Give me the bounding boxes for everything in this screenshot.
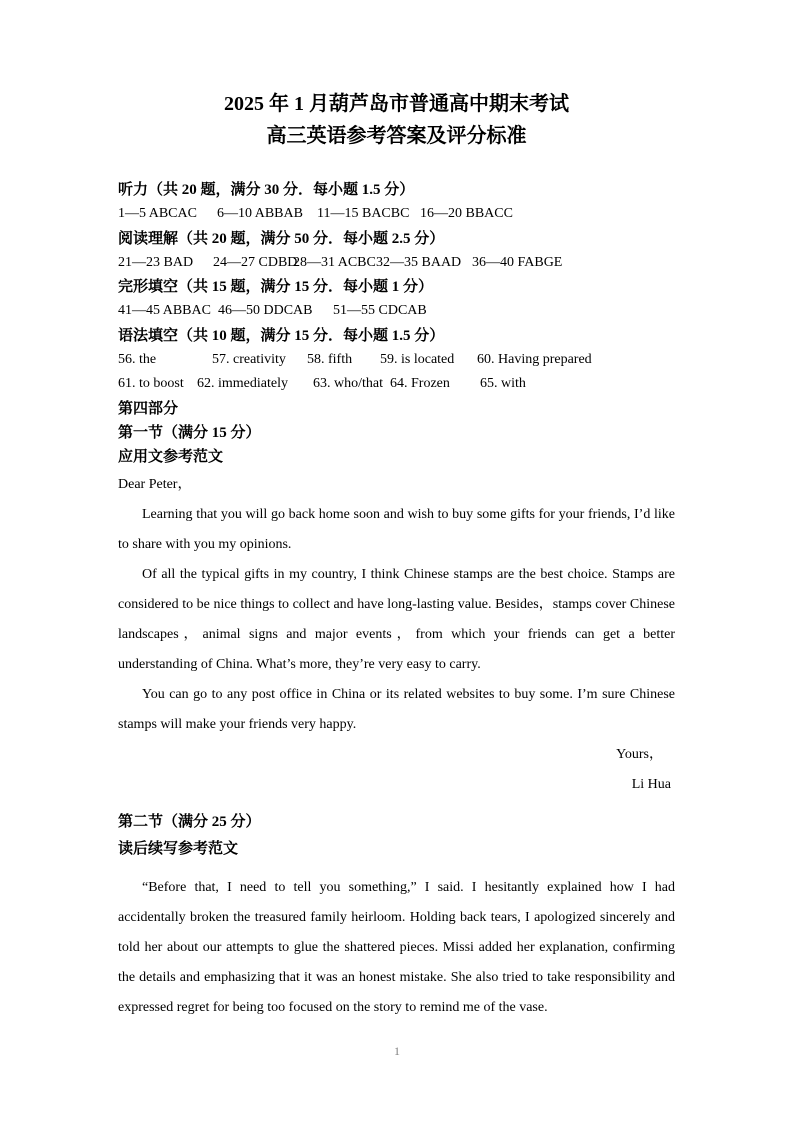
answer-item: 58. fifth xyxy=(307,352,353,368)
answer-group: 11—15 BACBC xyxy=(317,206,410,222)
continuation-writing xyxy=(118,873,675,1023)
cloze-answers-row xyxy=(118,299,675,323)
letter-paragraph: Of all the typical gifts in my country, I think Chinese stamps are the best choice. Stamps are considered to be nice things to collect and have long-lasting value. Besides，stamps cover Chinese landscapes，animal signs and major events，from which your friends can get a better understanding of China. What’s more, they’re very easy to carry. xyxy=(118,566,675,672)
answer-item: 56. the xyxy=(118,352,157,368)
listening-answers-row xyxy=(118,202,675,226)
page-content xyxy=(118,88,675,1023)
letter-signature-name: Li Hua xyxy=(631,776,671,792)
letter-signoff: Yours， xyxy=(616,746,663,762)
answer-item: 65. with xyxy=(480,376,526,392)
continuation-paragraph: “Before that, I need to tell you something,” I said. I hesitantly explained how I had accidentally broken the treasured family heirloom. Holding back tears, I apologized sincerely and told her about our attempts to glue the shattered pieces. Missi added her explanation, confirming the details and emphasizing that it was an honest mistake. She also tried to take responsibility and expressed regret for being too focused on the story to remind me of the vase. xyxy=(118,879,675,1015)
page-number: 1 xyxy=(394,1044,400,1058)
answer-group: 6—10 ABBAB xyxy=(217,206,303,222)
answer-item: 64. Frozen xyxy=(390,376,450,392)
answer-group: 51—55 CDCAB xyxy=(333,303,427,319)
answer-item: 60. Having prepared xyxy=(477,352,592,368)
section2-subheading: 读后续写参考范文 xyxy=(118,840,239,857)
answer-group: 32—35 BAAD xyxy=(376,254,462,270)
reading-section-heading: 阅读理解（共 20 题，满分 50 分．每小题 2.5 分） xyxy=(118,230,445,247)
section2-heading: 第二节（满分 25 分） xyxy=(118,813,261,830)
answer-item: 59. is located xyxy=(380,352,455,368)
grammar-answers-row1 xyxy=(118,348,675,372)
cloze-section-heading: 完形填空（共 15 题，满分 15 分．每小题 1 分） xyxy=(118,279,434,296)
answer-group: 21—23 BAD xyxy=(118,254,194,270)
grammar-section-heading: 语法填空（共 10 题，满分 15 分．每小题 1.5 分） xyxy=(118,327,445,344)
answer-group: 41—45 ABBAC xyxy=(118,303,211,319)
answer-item: 62. immediately xyxy=(197,376,288,392)
answer-item: 61. to boost xyxy=(118,376,184,392)
section1-heading: 第一节（满分 15 分） xyxy=(118,424,261,441)
section1-subheading: 应用文参考范文 xyxy=(118,449,224,466)
answer-item: 57. creativity xyxy=(212,352,286,368)
answer-group: 28—31 ACBC xyxy=(293,254,376,270)
part4-heading: 第四部分 xyxy=(118,400,179,417)
letter-salutation: Dear Peter， xyxy=(118,476,192,492)
answer-item: 63. who/that xyxy=(313,376,383,392)
answer-group: 36—40 FABGE xyxy=(472,254,563,270)
grammar-answers-row2 xyxy=(118,372,675,396)
letter-closing xyxy=(118,740,675,800)
reading-answers-row xyxy=(118,251,675,275)
answer-group: 24—27 CDBD xyxy=(213,254,298,270)
model-letter xyxy=(118,470,675,800)
answer-key-block xyxy=(118,178,675,470)
listening-section-heading: 听力（共 20 题，满分 30 分．每小题 1.5 分） xyxy=(118,182,415,198)
letter-paragraph: You can go to any post office in China or its related websites to buy some. I’m sure Chinese stamps will make your friends very happy. xyxy=(118,686,675,732)
section2-headings xyxy=(118,809,675,863)
answer-group: 46—50 DDCAB xyxy=(218,303,313,319)
exam-title-line2: 高三英语参考答案及评分标准 xyxy=(266,125,527,147)
answer-group: 16—20 BBACC xyxy=(420,206,513,222)
answer-group: 1—5 ABCAC xyxy=(118,206,197,222)
letter-paragraph: Learning that you will go back home soon and wish to buy some gifts for your friends, I’d like to share with you my opinions. xyxy=(118,506,675,552)
exam-title-line1: 2025 年 1 月葫芦岛市普通高中期末考试 xyxy=(224,93,569,115)
